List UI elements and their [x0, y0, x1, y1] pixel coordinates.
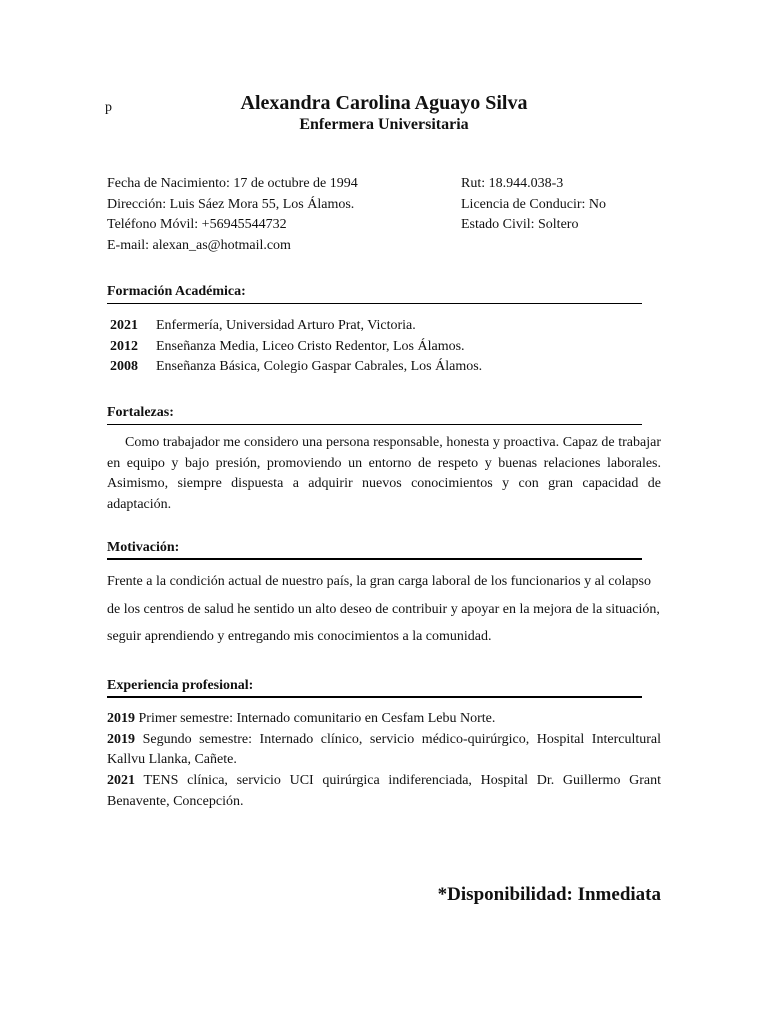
education-divider — [107, 303, 642, 304]
rut: Rut: 18.944.038-3 — [461, 176, 564, 191]
marital-status: Estado Civil: Soltero — [461, 217, 579, 233]
experience-text: Primer semestre: Internado comunitario en Cesfam Lebu Norte. — [138, 711, 496, 726]
education-text: Enseñanza Media, Liceo Cristo Redentor, Los Álamos. — [156, 338, 465, 354]
motivation-text: Frente a la condición actual de nuestro país, la gran carga laboral de los funcionarios y al colapso de los centros de salud he sentido un alto deseo de contribuir y apoyar en la mejora de la situación, seguir aprendiendo y entregando mis conocimientos a la comunidad. — [107, 574, 660, 644]
list-item — [110, 337, 482, 358]
address: Dirección: Luis Sáez Mora 55, Los Álamos. — [107, 196, 355, 212]
list-item — [110, 316, 482, 337]
list-item — [110, 357, 482, 378]
strengths-heading: Fortalezas: — [107, 405, 174, 420]
experience-year: 2019 — [107, 731, 135, 747]
education-year: 2021 — [110, 318, 138, 333]
candidate-name: Alexandra Carolina Aguayo Silva — [240, 92, 528, 114]
candidate-profession: Enfermera Universitaria — [299, 116, 469, 133]
personal-info-left — [107, 174, 457, 257]
experience-year: 2019 — [107, 711, 135, 726]
education-year: 2012 — [110, 338, 138, 354]
strengths-divider — [107, 424, 642, 425]
motivation-divider — [107, 558, 642, 560]
drivers-license: Licencia de Conducir: No — [461, 196, 607, 212]
list-item — [107, 709, 661, 730]
education-year: 2008 — [110, 359, 138, 375]
list-item — [107, 730, 661, 771]
experience-text: TENS clínica, servicio UCI quirúrgica indiferenciada, Hospital Dr. Guillermo Grant Benavente, Concepción. — [107, 773, 661, 809]
experience-heading: Experiencia profesional: — [107, 678, 254, 693]
strengths-text: Como trabajador me considero una persona responsable, honesta y proactiva. Capaz de trabajar en equipo y bajo presión, promoviendo un entorno de respeto y buenas relaciones laborales. Asimismo, siempre dispuesta a adquirir nuevos conocimientos y con gran capacidad de adaptación. — [107, 435, 661, 513]
availability: *Disponibilidad: Inmediata — [437, 884, 661, 905]
motivation-heading: Motivación: — [107, 540, 180, 555]
education-text: Enfermería, Universidad Arturo Prat, Victoria. — [156, 318, 416, 333]
education-heading: Formación Académica: — [107, 284, 246, 299]
experience-list — [107, 709, 661, 813]
education-text: Enseñanza Básica, Colegio Gaspar Cabrales, Los Álamos. — [156, 359, 483, 375]
education-list — [110, 316, 482, 378]
email: E-mail: alexan_as@hotmail.com — [107, 238, 291, 254]
experience-year: 2021 — [107, 773, 135, 789]
stray-mark: p — [105, 100, 112, 115]
personal-info-right — [461, 174, 661, 236]
list-item — [107, 771, 661, 812]
experience-text: Segundo semestre: Internado clínico, servicio médico-quirúrgico, Hospital Intercultural Kallvu Llanka, Cañete. — [107, 731, 661, 768]
mobile-phone: Teléfono Móvil: +56945544732 — [107, 217, 287, 233]
birth-date: Fecha de Nacimiento: 17 de octubre de 1994 — [107, 176, 358, 191]
experience-divider — [107, 696, 642, 698]
